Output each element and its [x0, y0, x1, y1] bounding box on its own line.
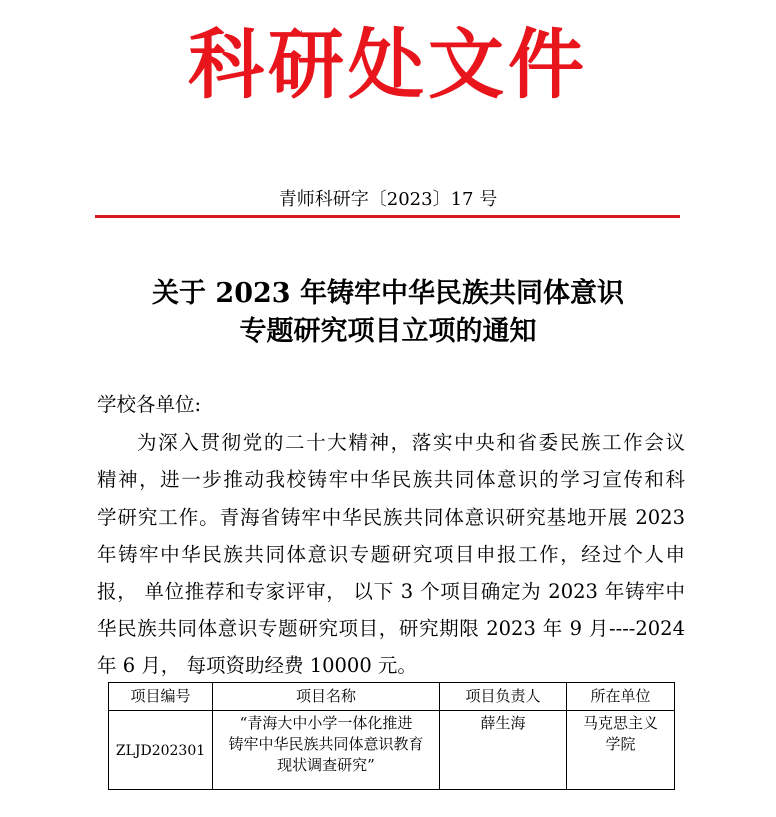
- notice-title: [0, 275, 776, 351]
- body-line-6: 华民族共同体意识专题研究项目，研究期限 2023 年 9 月----2024: [97, 617, 685, 640]
- notice-title-line-2: 专题研究项目立项的通知: [239, 316, 537, 347]
- body-line-1: 为深入贯彻党的二十大精神，落实中央和省委民族工作会议: [137, 431, 685, 454]
- body-line-5: 报， 单位推荐和专家评审， 以下 3 个项目确定为 2023 年铸牢中: [97, 580, 685, 603]
- projects-table: [108, 682, 675, 790]
- body-line-2: 精神，进一步推动我校铸牢中华民族共同体意识的学习宣传和科: [97, 468, 685, 491]
- document-header-title: 科研处文件: [188, 20, 588, 109]
- header-project-leader: 项目负责人: [440, 683, 567, 711]
- project-name-line: 现状调查研究”: [277, 756, 375, 774]
- body-line-7: 年 6 月， 每项资助经费 10000 元。: [97, 654, 417, 677]
- project-name-line: “青海大中小学一体化推进: [239, 714, 413, 732]
- cell-unit: [567, 711, 675, 790]
- cell-project-name: [213, 711, 440, 790]
- unit-line: 马克思主义: [582, 714, 658, 732]
- cell-project-code: ZLJD202301: [109, 711, 213, 790]
- cell-project-leader: 薛生海: [440, 711, 567, 790]
- header-red-rule: [95, 215, 680, 218]
- table-row: [109, 711, 675, 790]
- body-line-3: 学研究工作。青海省铸牢中华民族共同体意识研究基地开展 2023: [97, 506, 685, 529]
- unit-line: 学院: [605, 735, 636, 753]
- salutation: 学校各单位:: [97, 393, 202, 416]
- header-project-code: 项目编号: [109, 683, 213, 711]
- header-unit: 所在单位: [567, 683, 675, 711]
- document-number: 青师科研字〔2023〕17 号: [278, 189, 498, 210]
- table-header-row: [109, 683, 675, 711]
- header-project-name: 项目名称: [213, 683, 440, 711]
- project-name-line: 铸牢中华民族共同体意识教育: [228, 735, 424, 753]
- notice-title-line-1: 关于 2023 年铸牢中华民族共同体意识: [152, 278, 624, 309]
- body-line-4: 年铸牢中华民族共同体意识专题研究项目申报工作，经过个人申: [97, 543, 685, 566]
